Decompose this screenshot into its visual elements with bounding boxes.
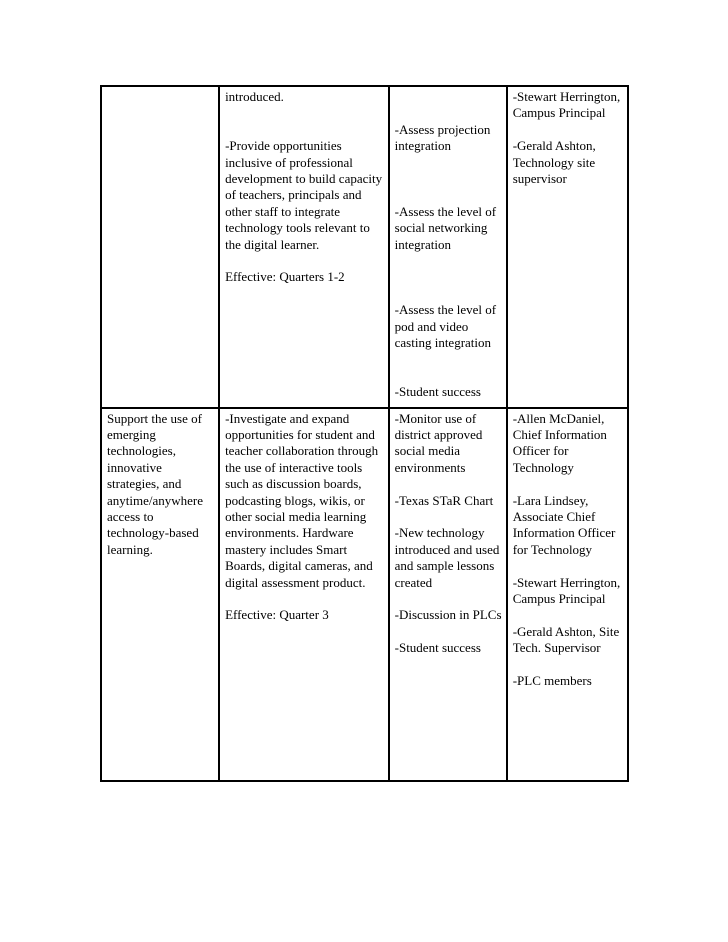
- cell-paragraph: -Student success: [394, 640, 481, 656]
- responsible-cell: [507, 408, 628, 781]
- blank-line: [395, 624, 502, 640]
- technology-plan-table: [100, 85, 629, 782]
- cell-paragraph: -New technology introduced and used and sample lessons created: [394, 525, 500, 590]
- blank-line: [395, 269, 502, 285]
- cell-paragraph: -Assess the level of pod and video casting integration: [394, 302, 497, 350]
- cell-paragraph: -Investigate and expand opportunities for student and teacher collaboration through the use of interactive tools such as discussion boards, podcasting blogs, wikis, or other social media learning environments. Hardware mastery includes Smart Boards, digital cameras, and digital assessment product.: [225, 410, 379, 590]
- blank-line: [513, 657, 623, 673]
- blank-line: [395, 509, 502, 525]
- blank-line: [395, 89, 502, 105]
- blank-line: [225, 591, 384, 607]
- strategy-cell: [219, 86, 389, 408]
- cell-paragraph: -Student success: [394, 384, 481, 400]
- cell-paragraph: -Monitor use of district approved social media environments: [394, 410, 483, 475]
- cell-paragraph: -Gerald Ashton, Site Tech. Supervisor: [512, 623, 620, 656]
- responsible-cell: [507, 86, 628, 408]
- cell-paragraph: -Stewart Herrington, Campus Principal: [512, 574, 621, 606]
- blank-line: [395, 286, 502, 302]
- blank-line: [395, 171, 502, 187]
- cell-paragraph: -Lara Lindsey, Associate Chief Information Officer for Technology: [512, 492, 616, 557]
- goal-cell: [101, 86, 219, 408]
- cell-paragraph: -Allen McDaniel, Chief Information Officer for Technology: [512, 410, 607, 475]
- blank-line: [513, 476, 623, 492]
- cell-paragraph: -PLC members: [512, 673, 592, 688]
- cell-paragraph: Support the use of emerging technologies, innovative strategies, and anytime/anywhere access to technology-based learning.: [107, 410, 204, 557]
- evaluation-cell: [389, 408, 507, 781]
- blank-line: [225, 122, 384, 138]
- table-row: [101, 408, 628, 781]
- table-row: [101, 86, 628, 408]
- blank-line: [395, 476, 502, 492]
- blank-line: [513, 122, 623, 138]
- blank-line: [513, 607, 623, 623]
- blank-line: [395, 155, 502, 171]
- blank-line: [395, 253, 502, 269]
- blank-line: [395, 351, 502, 367]
- cell-paragraph: -Assess projection integration: [394, 121, 491, 154]
- blank-line: [513, 558, 623, 574]
- blank-line: [395, 187, 502, 203]
- cell-paragraph: -Provide opportunities inclusive of professional development to build capacity of teachers, principals and other staff to integrate technology tools relevant to the digital learner.: [225, 138, 383, 252]
- cell-paragraph: -Discussion in PLCs: [394, 607, 502, 623]
- cell-paragraph: -Gerald Ashton, Technology site supervisor: [512, 138, 596, 187]
- blank-line: [395, 591, 502, 607]
- cell-paragraph: -Assess the level of social networking integration: [394, 203, 497, 252]
- blank-line: [395, 105, 502, 121]
- cell-paragraph: -Stewart Herrington, Campus Principal: [512, 89, 621, 121]
- blank-line: [395, 368, 502, 384]
- evaluation-cell: [389, 86, 507, 408]
- blank-line: [225, 253, 384, 269]
- cell-paragraph: Effective: Quarter 3: [225, 607, 329, 623]
- strategy-cell: [219, 408, 389, 781]
- cell-paragraph: -Texas STaR Chart: [394, 492, 494, 508]
- blank-line: [225, 105, 384, 121]
- cell-paragraph: Effective: Quarters 1-2: [225, 269, 345, 285]
- cell-paragraph: introduced.: [225, 89, 284, 104]
- goal-cell: [101, 408, 219, 781]
